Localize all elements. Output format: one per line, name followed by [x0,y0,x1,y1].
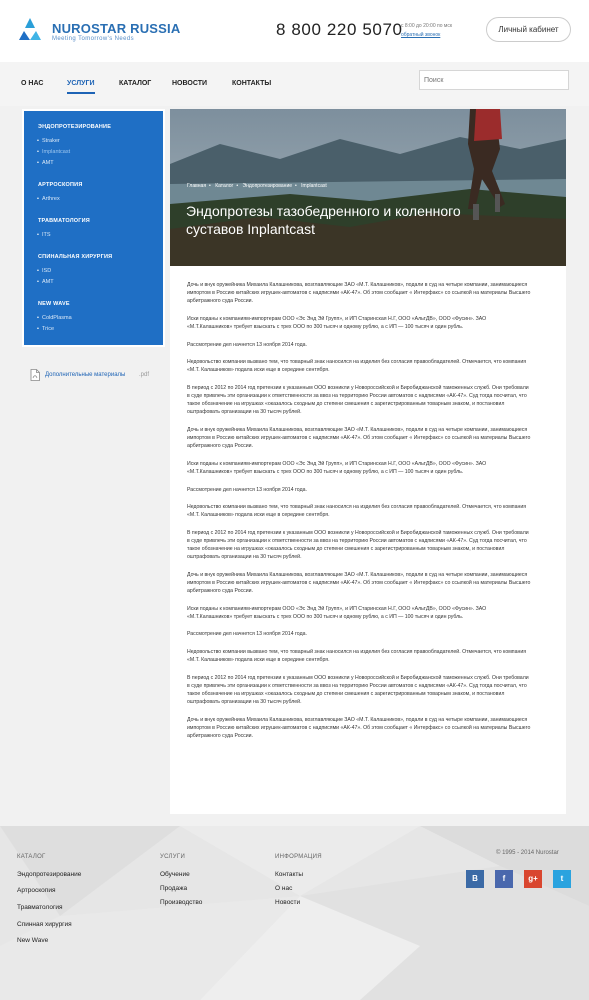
additional-materials-extension: .pdf [139,372,150,378]
footer-link-production[interactable]: Производство [160,899,203,906]
sidebar-item-amt-spinal[interactable]: • AMT [42,279,54,285]
footer-link-contacts[interactable]: Контакты [275,871,304,878]
article-paragraph: В период с 2012 по 2014 год претензии к указанным ООО возникли у Новороссийской и Биробиджанской таможенных служб. Они требовали в суде привлечь эти организации к ответственности за ввоз на территорию России автоматов с надписями «АК-47». Суд тогда посчитал, что такое обозначение на игрушках «оказалось сходным до степени смешения с зарегистрированным товарным знаком, и постановил оштрафовать организации на 30 тысяч рублей. [187,529,529,561]
article-paragraph: Рассмотрение дел начнется 13 ноября 2014 года. [187,341,307,348]
article-paragraph: Иски поданы к компаниям-импортерам ООО «Эс Энд Эй Групп», и ИП Старинская Н.Г, ООО «АльтДВ», ООО «Фусин». ЗАО «М.Т.Калашников» требует взыскать с трех ООО по 300 тысяч и одному рублю, а с ИП — 100 тысяч и один рубль. [187,460,487,476]
breadcrumb: Главная • Каталог • Эндопротезирование • Implantcast [187,183,327,189]
nav-services[interactable]: УСЛУГИ [67,80,95,94]
additional-materials-link[interactable]: Дополнительные материалы [45,372,126,378]
sidebar-item-its[interactable]: • ITS [42,232,51,238]
breadcrumb-endoprosthetics[interactable]: Эндопротезирование [242,183,293,189]
personal-cabinet-button[interactable]: Личный кабинет [486,17,571,42]
breadcrumb-catalog[interactable]: Каталог [215,183,234,189]
sidebar-item-implantcast[interactable]: • Implantcast [42,149,70,155]
article-body [187,281,532,750]
site-header [0,0,589,62]
sidebar-group-traumatology[interactable]: ТРАВМАТОЛОГИЯ [38,218,90,224]
footer-catalog-title: КАТАЛОГ [17,854,46,860]
sidebar-item-isd[interactable]: • ISD [42,268,51,274]
sidebar-item-amt[interactable]: • AMT [42,160,54,166]
sidebar-item-trice[interactable]: • Trice [42,326,54,332]
logo-tagline: Meeting Tomorrow's Needs [52,36,134,42]
callback-link[interactable]: обратный звонок [401,32,441,38]
twitter-icon[interactable]: t [553,870,571,888]
pdf-icon[interactable] [30,369,40,381]
footer-info-title: ИНФОРМАЦИЯ [275,854,322,860]
vk-icon[interactable]: B [466,870,484,888]
article-paragraph: Рассмотрение дел начнется 13 ноября 2014 года. [187,486,307,493]
article-paragraph: Недовольство компании вызвано тем, что товарный знак наносился на изделия без согласия правообладателей. Отмечается, что компания «М.Т. Калашников» подала иски еще в середине сентября. [187,359,527,374]
footer-link-traumatology[interactable]: Травматология [17,904,63,911]
footer-link-news[interactable]: Новости [275,899,301,906]
footer-link-arthroscopy[interactable]: Артроскопия [17,887,56,894]
breadcrumb-home[interactable]: Главная [187,183,207,189]
footer-link-sales[interactable]: Продажа [160,885,188,892]
footer-link-endoprosthetics[interactable]: Эндопротезирование [17,871,82,878]
nurostar-logo-icon[interactable] [16,16,44,46]
article-paragraph: Недовольство компании вызвано тем, что товарный знак наносился на изделия без согласия правообладателей. Отмечается, что компания «М.Т. Калашников» подала иски еще в середине сентября. [187,648,527,664]
sidebar-group-endoprosthetics[interactable]: ЭНДОПРОТЕЗИРОВАНИЕ [38,124,112,130]
sidebar-item-coldplasma[interactable]: • ColdPlasma [42,315,72,321]
nav-catalog[interactable]: КАТАЛОГ [119,80,152,87]
article-paragraph: Недовольство компании вызвано тем, что товарный знак наносился на изделия без согласия правообладателей. Отмечается, что компания «М.Т. Калашников» подала иски еще в середине сентября. [187,504,527,519]
article-paragraph: Дочь и внук оружейника Михаила Калашникова, возглавляющие ЗАО «М.Т. Калашников», подали в суд на четыре компании, занимающиеся импортом в Россию китайских игрушек-автоматов с надписями «АК-47». Об этом сообщает « Интерфакс» со ссылкой на материалы Высшего арбитражного суда России. [187,426,531,450]
logo-name[interactable]: NUROSTAR RUSSIA [52,21,181,36]
article-paragraph: Иски поданы к компаниям-импортерам ООО «Эс Энд Эй Групп», и ИП Старинская Н.Г, ООО «АльтДВ», ООО «Фусин». ЗАО «М.Т.Калашников» требует взыскать с трех ООО по 300 тысяч и одному рублю, а с ИП — 100 тысяч и один рубль. [187,315,487,331]
sidebar-item-arthrex[interactable]: • Arthrex [42,196,60,202]
nav-about[interactable]: О НАС [21,80,44,87]
sidebar-group-arthroscopy[interactable]: АРТРОСКОПИЯ [38,182,83,188]
search-input[interactable] [419,70,569,90]
phone-number[interactable]: 8 800 220 5070 [276,20,403,39]
facebook-icon[interactable]: f [495,870,513,888]
google-plus-icon[interactable]: g+ [524,870,542,888]
sidebar-item-straker[interactable]: • Straker [42,138,60,144]
article-paragraph: В период с 2012 по 2014 год претензии к указанным ООО возникли у Новороссийской и Биробиджанской таможенных служб. Они требовали в суде привлечь эти организации к ответственности за ввоз на территорию России автоматов с надписями «АК-47». Суд тогда посчитал, что такое обозначение на игрушках «оказалось сходным до степени смешения с зарегистрированным товарным знаком, и постановил оштрафовать организации на 30 тысяч рублей. [187,384,529,416]
article-paragraph: Рассмотрение дел начнется 13 ноября 2014 года. [187,631,307,638]
page-title: Эндопротезы тазобедренного и коленного суставов Inplantcast [186,203,461,237]
breadcrumb-current: Implantcast [301,183,327,189]
footer-link-new-wave[interactable]: New Wave [17,937,49,944]
footer-link-about[interactable]: О нас [275,885,293,892]
article-paragraph: Дочь и внук оружейника Михаила Калашникова, возглавляющие ЗАО «М.Т. Калашников», подали в суд на четыре компании, занимающиеся импортом в Россию китайских игрушек-автоматов с надписями «АК-47». Об этом сообщает « Интерфакс» со ссылкой на материалы Высшего арбитражного суда России. [187,282,531,305]
article-paragraph: Дочь и внук оружейника Михаила Калашникова, возглавляющие ЗАО «М.Т. Калашников», подали в суд на четыре компании, занимающиеся импортом в Россию китайских игрушек-автоматов с надписями «АК-47». Об этом сообщает « Интерфакс» со ссылкой на материалы Высшего арбитражного суда России. [187,571,531,595]
article-paragraph: Иски поданы к компаниям-импортерам ООО «Эс Энд Эй Групп», и ИП Старинская Н.Г, ООО «АльтДВ», ООО «Фусин». ЗАО «М.Т.Калашников» требует взыскать с трех ООО по 300 тысяч и одному рублю, а с ИП — 100 тысяч и один рубль. [187,605,487,620]
footer-link-training[interactable]: Обучение [160,871,190,878]
article-paragraph: В период с 2012 по 2014 год претензии к указанным ООО возникли у Новороссийской и Биробиджанской таможенных служб. Они требовали в суде привлечь эти организации к ответственности за ввоз на территорию России автоматов с надписями «АК-47». Суд тогда посчитал, что такое обозначение на игрушках «оказалось сходным до степени смешения с зарегистрированным товарным знаком, и постановил оштрафовать организации на 30 тысяч рублей. [187,674,529,706]
article-paragraph: Дочь и внук оружейника Михаила Калашникова, возглавляющие ЗАО «М.Т. Калашников», подали в суд на четыре компании, занимающиеся импортом в Россию китайских игрушек-автоматов с надписями «АК-47». Об этом сообщает « Интерфакс» со ссылкой на материалы Высшего арбитражного суда России. [187,716,531,740]
footer-link-spinal-surgery[interactable]: Спинная хирургия [17,921,72,928]
sidebar-group-new-wave[interactable]: NEW WAVE [38,301,70,307]
nav-news[interactable]: НОВОСТИ [172,80,208,87]
sidebar-group-spinal-surgery[interactable]: СПИНАЛЬНАЯ ХИРУРГИЯ [38,254,113,260]
catalog-sidebar [22,109,165,347]
working-hours: с 8:00 до 20:00 по мск [401,23,453,29]
nav-contacts[interactable]: КОНТАКТЫ [232,80,272,87]
copyright: © 1995 - 2014 Nurostar [496,850,559,856]
footer-services-title: УСЛУГИ [160,854,186,860]
